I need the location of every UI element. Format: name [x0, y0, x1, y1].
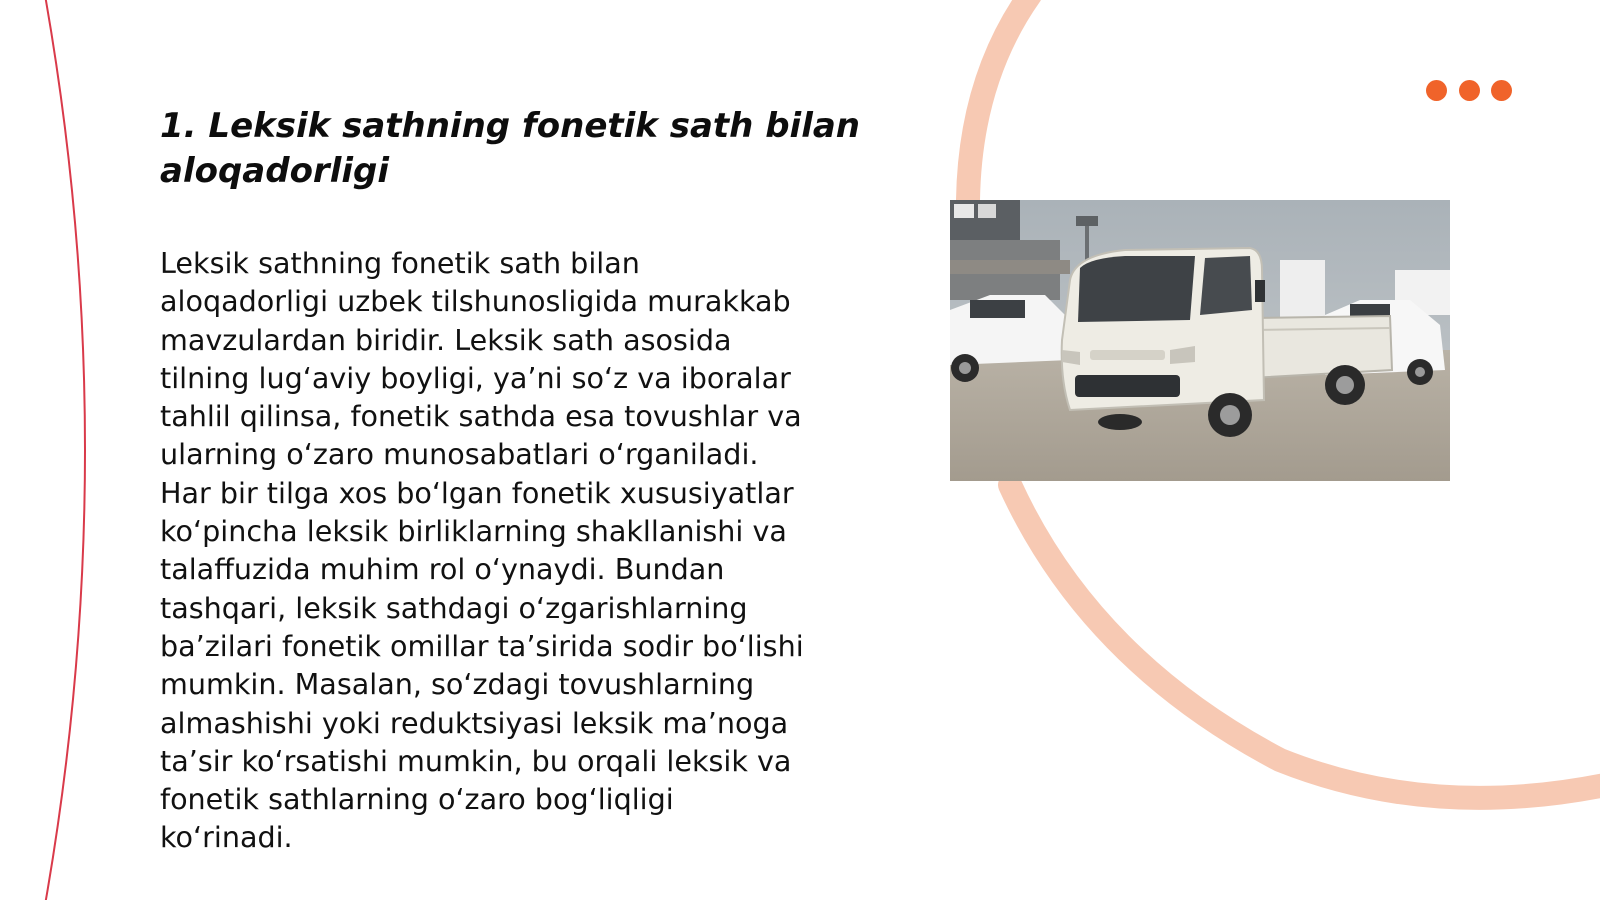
body-line: almashishi yoki reduktsiyasi leksik ma’noga [160, 705, 789, 740]
slide-title [160, 104, 880, 194]
body-line: ularning o‘zaro munosabatlari o‘rganiladi. [160, 437, 759, 472]
body-line: ta’sir ko‘rsatishi mumkin, bu orqali leksik va [160, 743, 792, 778]
dot-icon [1459, 80, 1480, 101]
body-line: mumkin. Masalan, so‘zdagi tovushlarning [160, 667, 755, 702]
body-line: Har bir tilga xos bo‘lgan fonetik xususiyatlar [160, 475, 794, 510]
left-red-curve [45, 0, 85, 900]
slide-body [160, 244, 840, 857]
body-line: ko‘pincha leksik birliklarning shakllanishi va [160, 514, 787, 549]
dot-icon [1426, 80, 1447, 101]
body-line: tashqari, leksik sathdagi o‘zgarishlarning [160, 590, 748, 625]
decorative-dots [1426, 79, 1512, 101]
truck-photo [950, 200, 1450, 481]
body-line: tahlil qilinsa, fonetik sathda esa tovushlar va [160, 399, 802, 434]
dot-icon [1491, 80, 1512, 101]
body-line: mavzulardan biridir. Leksik sath asosida [160, 322, 732, 357]
title-line: 1. Leksik sathning fonetik sath bilan [160, 106, 861, 146]
body-line: talaffuzida muhim rol o‘ynaydi. Bundan [160, 552, 725, 587]
body-line: fonetik sathlarning o‘zaro bog‘liqligi [160, 782, 674, 817]
body-line: tilning lug‘aviy boyligi, ya’ni so‘z va iboralar [160, 360, 791, 395]
truck-illustration [950, 200, 1450, 481]
body-line: ko‘rinadi. [160, 820, 293, 855]
title-line: aloqadorligi [160, 151, 390, 191]
body-line: Leksik sathning fonetik sath bilan [160, 246, 640, 280]
body-line: aloqadorligi uzbek tilshunosligida murakkab [160, 284, 791, 319]
body-line: ba’zilari fonetik omillar ta’sirida sodir bo‘lishi [160, 628, 804, 663]
